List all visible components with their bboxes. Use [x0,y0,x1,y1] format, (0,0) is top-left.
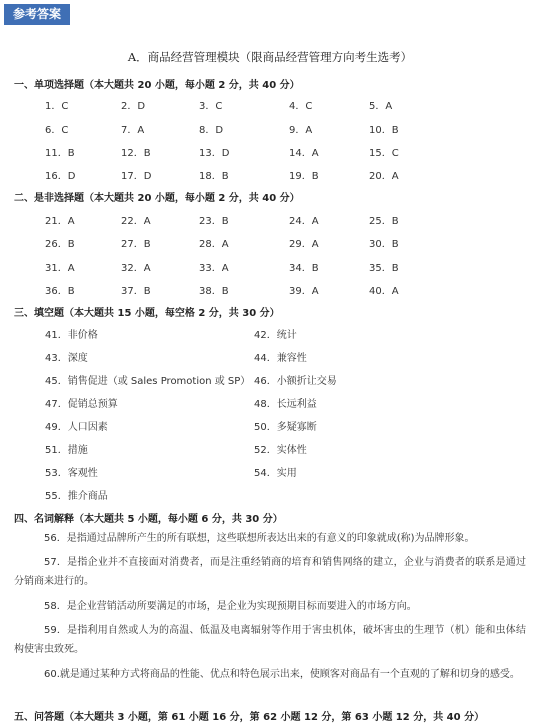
answer-item: 14．A [289,148,319,159]
answer-item: 55．推介商品 [45,491,108,502]
answer-item: 31．A [45,263,75,274]
answer-row [0,326,540,340]
answer-item: 51．措施 [45,445,88,456]
answer-item: 49．人口因素 [45,422,108,433]
answer-row [0,395,540,409]
answer-item: 35．B [369,263,399,274]
answer-item: 8．D [199,125,224,136]
answer-item: 18．B [199,171,229,182]
section-heading-single-choice: 一、单项选择题（本大题共 20 小题，每小题 2 分，共 40 分） [14,80,300,91]
answer-item: 7．A [121,125,145,136]
answer-item: 5．A [369,101,393,112]
answer-item: 3．C [199,101,223,112]
answer-item: 28．A [199,239,229,250]
answer-row [0,372,540,386]
answer-item: 48．长远利益 [254,399,317,410]
answer-item: 39．A [289,286,319,297]
answer-item: 26．B [45,239,75,250]
answer-item: 22．A [121,216,151,227]
answer-row [0,121,540,135]
answer-item: 2．D [121,101,146,112]
answer-row [0,418,540,432]
answer-row [0,97,540,111]
answer-item: 46．小额折让交易 [254,376,337,387]
answer-item: 41．非价格 [45,330,98,341]
answer-item: 43．深度 [45,353,88,364]
answer-row [0,167,540,181]
answer-item: 36．B [45,286,75,297]
answer-row [0,212,540,226]
answer-item: 37．B [121,286,151,297]
answer-item: 4．C [289,101,313,112]
answer-row [0,441,540,455]
answer-item: 1．C [45,101,69,112]
answer-item: 16．D [45,171,76,182]
answer-item: 53．客观性 [45,468,98,479]
section-heading-definitions: 四、名词解释（本大题共 5 小题，每小题 6 分，共 30 分） [14,514,283,525]
answer-row [0,487,540,501]
definition-paragraph: 57．是指企业并不直接面对消费者，而是注重经销商的培育和销售网络的建立，企业与消费者的联系是通过分销商来进行的。 [14,557,526,587]
answer-item: 50．多疑寡断 [254,422,317,433]
answer-item: 42．统计 [254,330,297,341]
answer-item: 34．B [289,263,319,274]
answer-item: 17．D [121,171,152,182]
answer-row [0,235,540,249]
answer-row [0,259,540,273]
answer-item: 30．B [369,239,399,250]
answer-item: 20．A [369,171,399,182]
answer-item: 38．B [199,286,229,297]
definition-paragraph: 60.就是通过某种方式将商品的性能、优点和特色展示出来，使顾客对商品有一个直观的了解和切身的感受。 [44,669,520,680]
answer-item: 32．A [121,263,151,274]
answer-item: 24．A [289,216,319,227]
answer-item: 21．A [45,216,75,227]
answer-item: 27．B [121,239,151,250]
answer-item: 13．D [199,148,230,159]
answer-row [0,144,540,158]
answer-row [0,282,540,296]
answer-row [0,349,540,363]
definition-paragraph: 58．是企业营销活动所要满足的市场，是企业为实现预期目标而要进入的市场方向。 [44,601,417,612]
answer-item: 12．B [121,148,151,159]
section-heading-essay: 五、问答题（本大题共 3 小题，第 61 小题 16 分，第 62 小题 12 分，第 63 小题 12 分，共 40 分） [14,712,485,723]
answer-item: 15．C [369,148,399,159]
section-heading-true-false: 二、是非选择题（本大题共 20 小题，每小题 2 分，共 40 分） [14,193,300,204]
answer-item: 19．B [289,171,319,182]
answer-item: 25．B [369,216,399,227]
answer-item: 40．A [369,286,399,297]
answer-row [0,464,540,478]
answer-item: 52．实体性 [254,445,307,456]
answer-item: 54．实用 [254,468,297,479]
answer-key-badge: 参考答案 [4,4,70,25]
answer-item: 11．B [45,148,75,159]
answer-item: 9．A [289,125,313,136]
answer-item: 6．C [45,125,69,136]
answer-item: 29．A [289,239,319,250]
definition-paragraph: 59．是指利用自然或人为的高温、低温及电离辐射等作用于害虫机体，破坏害虫的生理节（机）能和虫体结构使害虫致死。 [14,625,526,655]
page-title: A．商品经营管理模块（限商品经营管理方向考生选考） [127,50,413,64]
answer-item: 10．B [369,125,399,136]
answer-item: 23．B [199,216,229,227]
answer-item: 45．销售促进（或 Sales Promotion 或 SP） [45,376,251,387]
section-heading-fill-in: 三、填空题（本大题共 15 小题，每空格 2 分，共 30 分） [14,308,280,319]
answer-item: 47．促销总预算 [45,399,118,410]
answer-item: 33．A [199,263,229,274]
answer-item: 44．兼容性 [254,353,307,364]
definition-paragraph: 56．是指通过品牌所产生的所有联想，这些联想所表达出来的有意义的印象就成(称)为品牌形象。 [44,533,475,544]
